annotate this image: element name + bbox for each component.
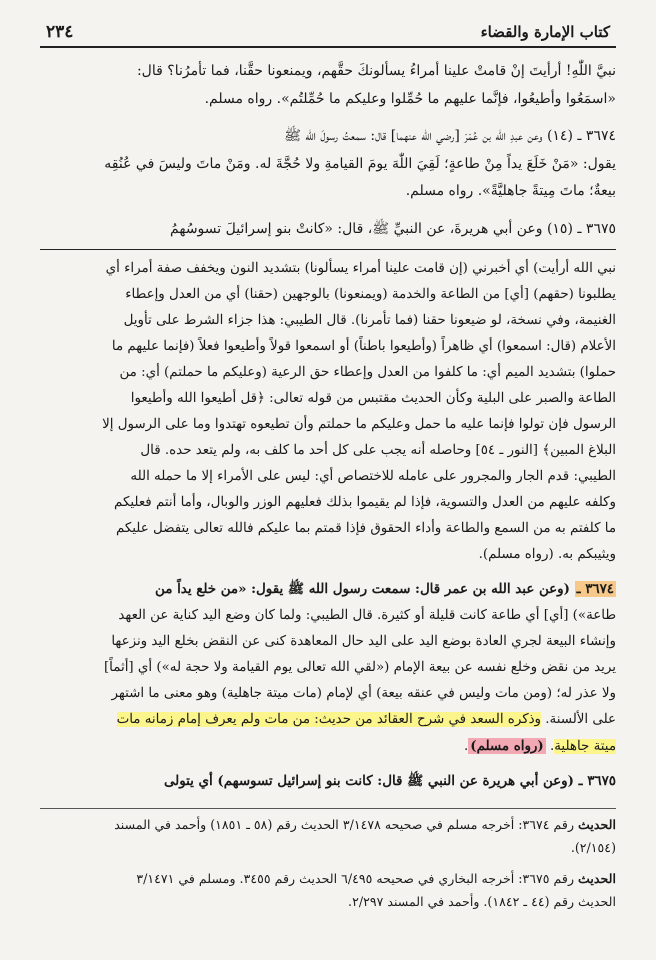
footnote-line: الحديث رقم (٤٤ ـ ١٨٤٢). وأحمد في المسند ٢/٢٩٧.: [348, 894, 616, 909]
section-divider: [40, 249, 616, 250]
hadith-3674-line: بيعةٌ؛ ماتَ مِيتةً جاهليَّةً». رواه مسلم.: [405, 183, 616, 199]
commentary-line: ميتة جاهلية. (رواه مسلم).: [463, 738, 616, 754]
footnote: الحديث رقم ٣٦٧٥: أخرجه البخاري في صحيحه ٦/٤٩٥ الحديث رقم ٣٤٥٥. ومسلم في ٣/١٤٧١: [136, 871, 616, 886]
commentary-line: ويثيبكم به. (رواه مسلم).: [478, 547, 616, 562]
matn-line: نبيَّ اللّٰهِ! أرأيتَ إنْ قامتْ علينا أمراءُ يسألونكَ حقَّهم، ويمنعونا حقَّنا، فما تأمرُنا؟ قال:: [136, 63, 616, 79]
highlighted-quote: وذكره السعد في شرح العقائد من حديث: من مات ولم يعرف إمام زمانه مات: [116, 712, 542, 727]
commentary-line: ولا عذر له؛ (ومن مات وليس في عنقه بيعة) أي لإمام (مات ميتة جاهلية) وهو معنى ما اشتهر: [111, 686, 616, 701]
commentary-line: يطلبونا (حقهم) [أي] من الطاعة والخدمة (ويمنعونا) بالوجهين (حقنا) أي من العدل وإعطاء: [125, 287, 616, 302]
commentary-line: وإنشاء البيعة لجري العادة بوضع اليد على اليد حال المعاهدة كنى عن النقض بخلع اليد ونزعها: [111, 634, 616, 649]
hadith-3675-line: ٣٦٧٥ ـ (١٥) وعن أبي هريرةَ، عن النبيِّ ﷺ، قال: «كانتْ بنو إسرائيلَ تسوسُهمُ: [170, 220, 616, 237]
commentary-line: على الألسنة. وذكره السعد في شرح العقائد من حديث: من مات ولم يعرف إمام زمانه مات: [116, 712, 616, 727]
footnote-line: (٢/١٥٤).: [570, 840, 616, 855]
book-title: كتاب الإمارة والقضاء: [480, 23, 610, 41]
highlighted-hadith-number: ٣٦٧٤ ـ: [576, 581, 614, 597]
commentary-line: وكلفه عليهم من العدل والتسوية، فإذا لم يقيموا بذلك فعليهم الوزر والوبال، وأما أنتم فعليكم: [114, 495, 616, 510]
commentary-line: نبي الله أرأيت) أي أخبرني (إن قامت علينا أمراء يسألونا) بتشديد النون ويخفف صفة أمراء أي: [105, 261, 616, 276]
page-number: ٢٣٤: [46, 22, 74, 42]
commentary-line: الغنيمة، وفي نسخة، لو ضيعونا حقنا (فما تأمرنا). قال الطيبي: هذا جزاء الشرط على تأويل: [123, 313, 616, 328]
footnotes: [40, 813, 616, 913]
commentary-line: ما كلفتم به من السمع والطاعة وأداء الحقوق فإذا قمتم بما عليكم فالله تعالى يتفضل عليكم: [115, 521, 616, 536]
footnote-divider: [40, 808, 616, 809]
commentary-line: الرسول فإن تولوا فإنما عليه ما حمل وعليكم ما حملتم وأن تطيعوه تهتدوا وما على الرسول إلا: [102, 417, 616, 432]
commentary-line: الأعلام (قال: اسمعوا) أي ظاهراً (وأطيعوا باطناً) أو اسمعوا قولاً وأطيعوا فعلاً (فإنما عليهم ما: [111, 339, 616, 354]
commentary-line: الطيبي: قدم الجار والمجرور على عامله للاختصاص أي: ليس على الأمراء إلا ما حمله الله: [130, 469, 616, 484]
commentary-line: البلاغ المبين﴾ [النور ـ ٥٤] وحاصله أنه يجب على كل أحد ما كلف به، ولم يتعد حده. قال: [140, 443, 616, 458]
commentary-line: حملوا) بتشديد الميم أي: ما كلفوا من العدل وإعطاء حق الرعية (وعليكم ما حملتم) أي: من: [119, 365, 616, 380]
commentary-line: ٣٦٧٥ ـ (وعن أبي هريرة عن النبي ﷺ قال: كانت بنو إسرائيل تسوسهم) أي يتولى: [163, 773, 616, 789]
commentary-section: [40, 256, 616, 794]
commentary-line: ٣٦٧٤ ـ (وعن عبد الله بن عمر قال: سمعت رسول الله ﷺ يقول: «من خلع يداً من: [155, 581, 614, 597]
hadith-3674-line: يقول: «مَنْ خَلَعَ يداً مِنْ طاعةٍ؛ لَقِيَ اللّٰهَ يومَ القيامةِ ولا حُجَّةَ له. ومَنْ ماتَ وليسَ في عُنُقِه: [104, 155, 616, 172]
page-header: [40, 22, 616, 48]
commentary-line: الطاعة والصبر على البلية وكأن الحديث مقتبس من قوله تعالى: ﴿قل أطيعوا الله وأطيعوا: [130, 391, 616, 406]
hadith-3674-line: ٣٦٧٤ ـ (١٤) وعن عبدِ الله بن عُمَرَ [رضي الله عنهما] قال: سمعتُ رسولَ الله ﷺ: [284, 128, 616, 144]
highlighted-source: (رواه مسلم): [470, 738, 544, 754]
commentary-line: طاعة») [أي] أي طاعة كانت قليلة أو كثيرة. قال الطيبي: ولما كان وضع اليد كناية عن العهد: [118, 608, 616, 623]
hadith-text-section: [40, 58, 616, 243]
highlighted-quote: ميتة جاهلية: [554, 739, 616, 754]
matn-line: «اسمَعُوا وأطيعُوا، فإنَّما عليهم ما حُمِّلوا وعليكم ما حُمِّلتُم». رواه مسلم.: [204, 90, 616, 107]
commentary-line: يريد من نقض وخلع نفسه عن بيعة الإمام («لقي الله تعالى يوم القيامة ولا حجة له») أي [أثماً]: [103, 660, 616, 675]
footnote: الحديث رقم ٣٦٧٤: أخرجه مسلم في صحيحه ٣/١٤٧٨ الحديث رقم (٥٨ ـ ١٨٥١) وأحمد في المسند: [114, 817, 616, 832]
